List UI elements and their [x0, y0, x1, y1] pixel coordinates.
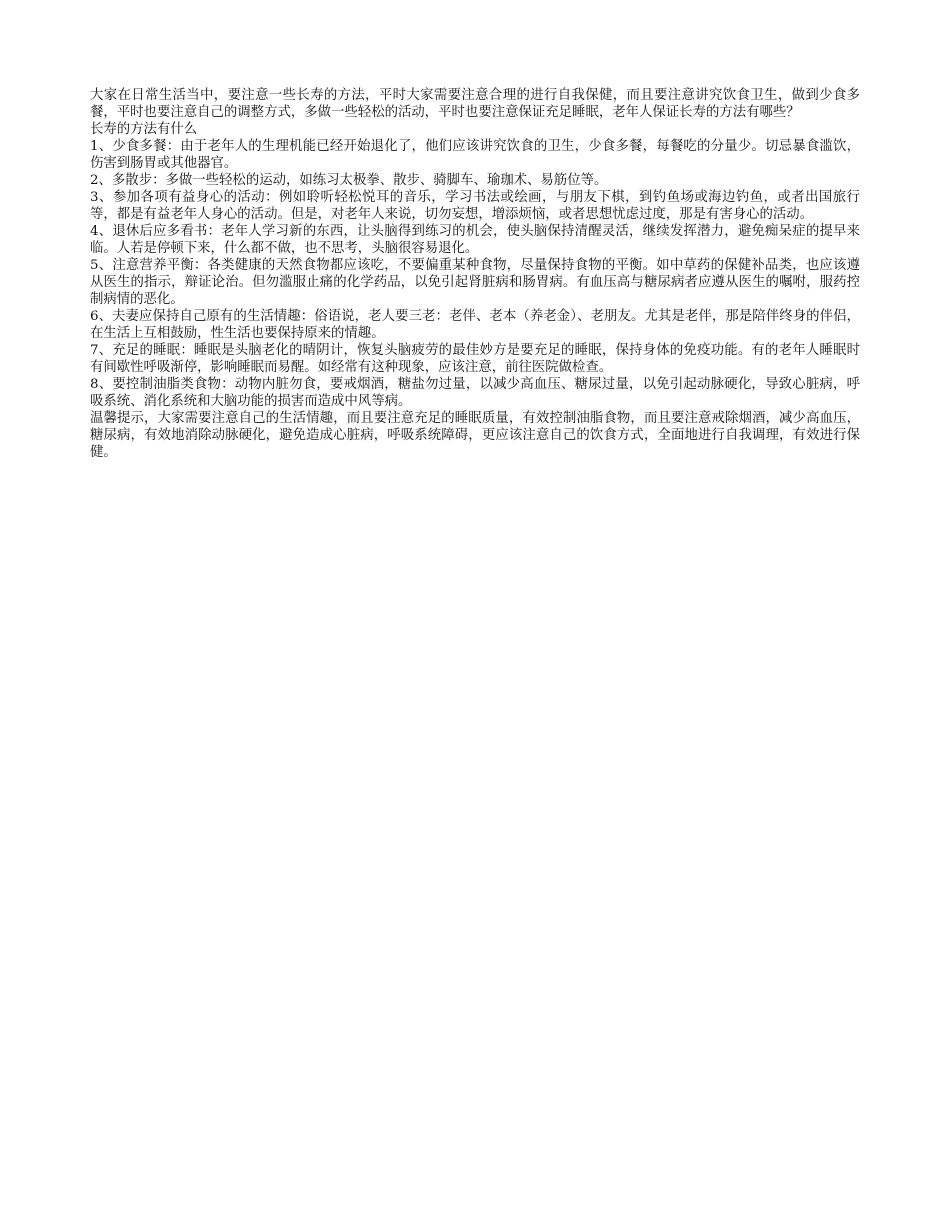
list-item: 5、注意营养平衡：各类健康的天然食物都应该吃，不要偏重某种食物，尽量保持食物的平衡。如中草药的保健补品类，也应该遵从医生的指示，辩证论治。但勿滥服止痛的化学药品，以免引起肾脏病和肠胃病。有血压高与糖尿病者应遵从医生的嘱咐，服药控制病情的恶化。	[90, 258, 860, 307]
list-item: 8、要控制油脂类食物：动物内脏勿食，要戒烟酒，糖盐勿过量，以减少高血压、糖尿过量，以免引起动脉硬化，导致心脏病，呼吸系统、消化系统和大脑功能的损害而造成中风等病。	[90, 377, 860, 409]
intro-paragraph: 大家在日常生活当中，要注意一些长寿的方法，平时大家需要注意合理的进行自我保健，而且要注意讲究饮食卫生，做到少食多餐，平时也要注意自己的调整方式，多做一些轻松的活动，平时也要注意保证充足睡眠，老年人保证长寿的方法有哪些？	[90, 88, 860, 120]
list-item: 6、夫妻应保持自己原有的生活情趣：俗语说，老人要三老：老伴、老本（养老金）、老朋友。尤其是老伴，那是陪伴终身的伴侣，在生活上互相鼓励，性生活也要保持原来的情趣。	[90, 309, 860, 341]
list-item: 2、多散步：多做一些轻松的运动，如练习太极拳、散步、骑脚车、瑜珈术、易筋位等。	[90, 173, 608, 188]
section-heading: 长寿的方法有什么	[90, 122, 198, 137]
document-body	[90, 87, 860, 461]
list-item: 1、少食多餐：由于老年人的生理机能已经开始退化了，他们应该讲究饮食的卫生，少食多餐，每餐吃的分量少。切忌暴食滥饮，伤害到肠胃或其他器官。	[90, 139, 860, 171]
tip-paragraph: 温馨提示，大家需要注意自己的生活情趣，而且要注意充足的睡眠质量，有效控制油脂食物，而且要注意戒除烟酒，减少高血压，糖尿病，有效地消除动脉硬化，避免造成心脏病，呼吸系统障碍，更应该注意自己的饮食方式，全面地进行自我调理，有效进行保健。	[90, 411, 860, 460]
list-item: 3、参加各项有益身心的活动：例如聆听轻松悦耳的音乐，学习书法或绘画，与朋友下棋，到钓鱼场或海边钓鱼，或者出国旅行等，都是有益老年人身心的活动。但是，对老年人来说，切勿妄想，增添烦恼，或者思想忧虑过度，那是有害身心的活动。	[90, 190, 860, 222]
list-item: 7、充足的睡眠：睡眠是头脑老化的晴阴计，恢复头脑疲劳的最佳妙方是要充足的睡眠，保持身体的免疫功能。有的老年人睡眠时有间歇性呼吸渐停，影响睡眠而易醒。如经常有这种现象，应该注意，前往医院做检查。	[90, 343, 860, 375]
list-item: 4、退休后应多看书：老年人学习新的东西，让头脑得到练习的机会，使头脑保持清醒灵活，继续发挥潜力，避免痴呆症的提早来临。人若是停顿下来，什么都不做，也不思考，头脑很容易退化。	[90, 224, 860, 256]
